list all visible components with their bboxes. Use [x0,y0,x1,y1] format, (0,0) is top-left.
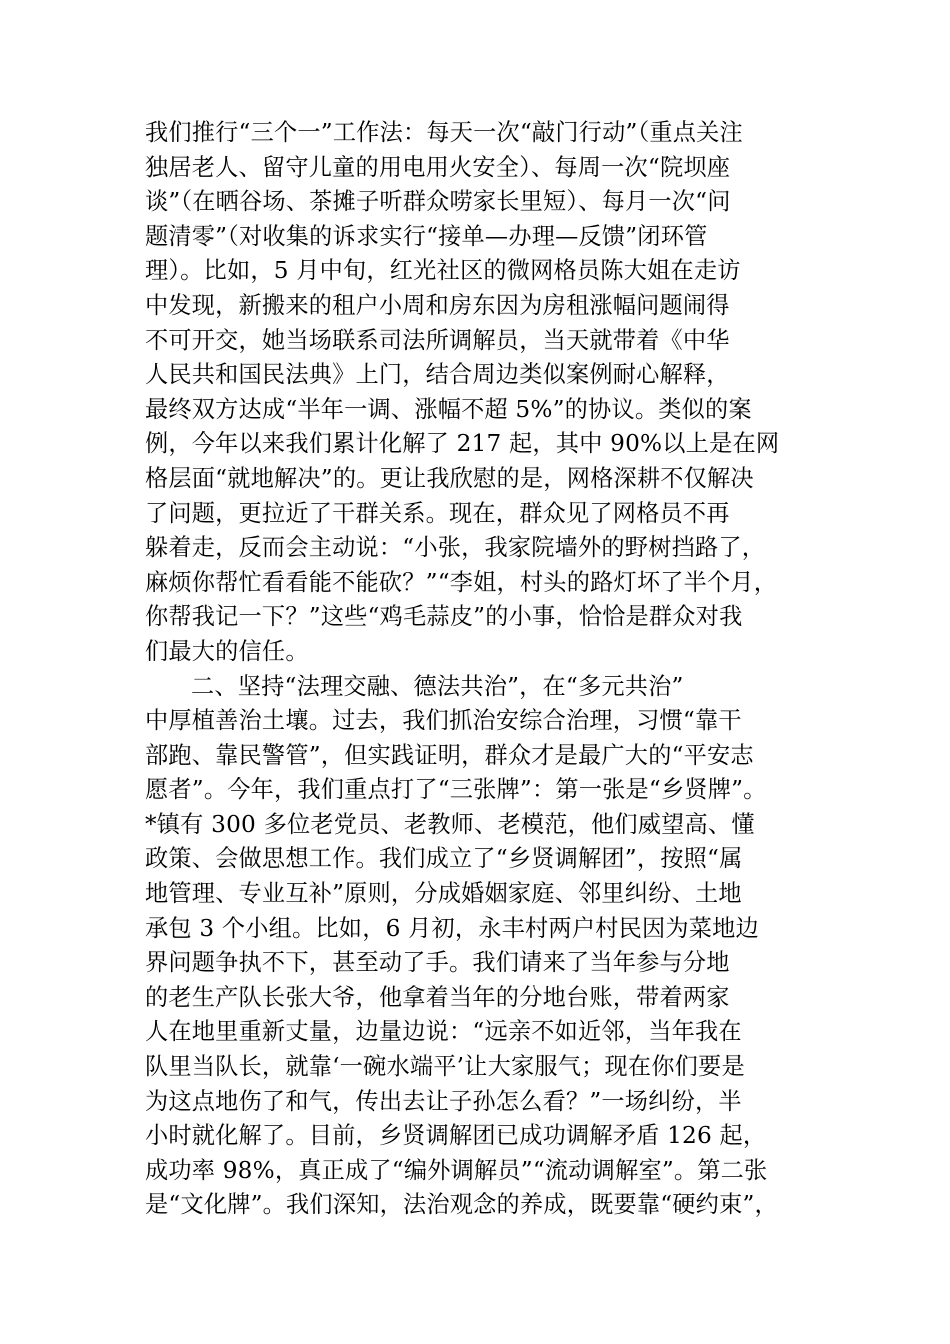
text-line: 你帮我记一下？”这些“鸡毛蒜皮”的小事，恰恰是群众对我 [145,603,743,631]
text-line: 格层面“就地解决”的。更让我欣慰的是，网格深耕不仅解决 [145,464,754,492]
text-line: 成功率 98%，真正成了“编外调解员”“流动调解室”。第二张 [145,1156,768,1184]
text-line: 了问题，更拉近了干群关系。现在，群众见了网格员不再 [145,499,730,527]
text-line: 人民共和国民法典》上门，结合周边类似案例耐心解释， [145,361,730,389]
text-line: *镇有 300 多位老党员、老教师、老模范，他们威望高、懂 [145,810,755,838]
text-line: 例，今年以来我们累计化解了 217 起，其中 90%以上是在网 [145,430,780,458]
text-line: 队里当队长，就靠‘一碗水端平’让大家服气；现在你们要是 [145,1053,745,1081]
text-line: 地管理、专业互补”原则，分成婚姻家庭、邻里纠纷、土地 [145,880,742,908]
text-line: 麻烦你帮忙看看能不能砍？”“李姐，村头的路灯坏了半个月， [145,568,778,596]
text-line: 是“文化牌”。我们深知，法治观念的养成，既要靠“硬约束”， [145,1191,778,1219]
paragraph-section-two [145,670,845,1224]
text-line: 谈”（在晒谷场、茶摊子听群众唠家长里短）、每月一次“问 [145,188,731,216]
text-line: 中厚植善治土壤。过去，我们抓治安综合治理，习惯“靠干 [145,707,742,735]
text-line: 最终双方达成“半年一调、涨幅不超 5%”的协议。类似的案 [145,395,752,423]
text-line: 中发现，新搬来的租户小周和房东因为房租涨幅问题闹得 [145,291,730,319]
text-line: 部跑、靠民警管”，但实践证明，群众才是最广大的“平安志 [145,741,754,769]
text-line: 题清零”（对收集的诉求实行“接单—办理—反馈”闭环管 [145,222,708,250]
text-line: 我们推行“三个一”工作法：每天一次“敲门行动”（重点关注 [145,119,743,146]
section-heading: 二、坚持“法理交融、德法共治”，在“多元共治” [191,672,684,700]
text-line: 承包 3 个小组。比如，6 月初，永丰村两户村民因为菜地边 [145,914,759,942]
text-line: 的老生产队长张大爷，他拿着当年的分地台账，带着两家 [145,983,730,1011]
text-line: 们最大的信任。 [145,637,309,665]
text-line: 小时就化解了。目前，乡贤调解团已成功调解矛盾 126 起， [145,1122,767,1150]
text-line: 独居老人、留守儿童的用电用火安全）、每周一次“院坝座 [145,153,731,181]
paragraph-grid-work-method [145,116,845,670]
text-line: 界问题争执不下，甚至动了手。我们请来了当年参与分地 [145,949,730,977]
text-line: 理）。比如，5 月中旬，红光社区的微网格员陈大姐在走访 [145,257,741,285]
text-line: 人在地里重新丈量，边量边说：“远亲不如近邻，当年我在 [145,1018,742,1046]
document-body [145,116,845,1223]
text-line: 不可开交，她当场联系司法所调解员，当天就带着《中华 [145,326,730,354]
text-line: 为这点地伤了和气，传出去让子孙怎么看？”一场纠纷，半 [145,1087,742,1115]
text-line: 躲着走，反而会主动说：“小张，我家院墙外的野树挡路了， [145,534,766,562]
text-line: 愿者”。今年，我们重点打了“三张牌”：第一张是“乡贤牌”。 [145,776,767,804]
text-line: 政策、会做思想工作。我们成立了“乡贤调解团”，按照“属 [145,845,743,873]
